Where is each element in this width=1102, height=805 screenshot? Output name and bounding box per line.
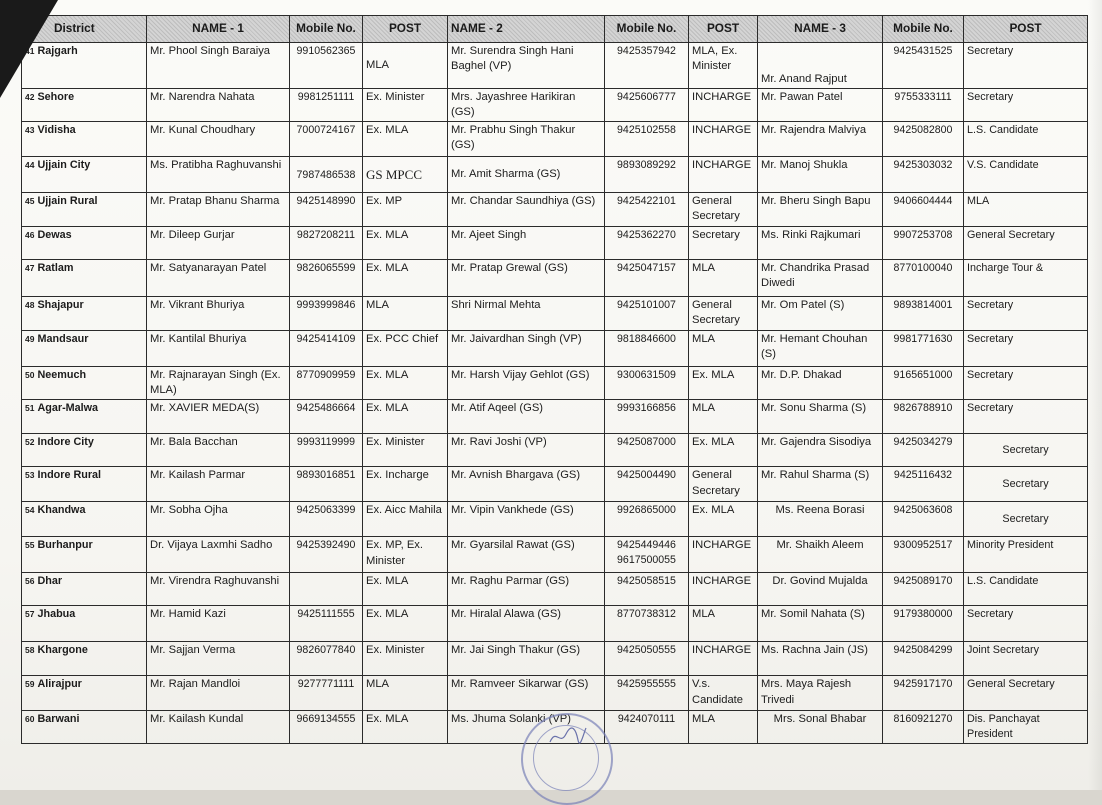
- serial-number: 54: [25, 505, 35, 516]
- table-row: [22, 367, 1088, 400]
- name-2-cell: Mr. Gyarsilal Rawat (GS): [448, 537, 605, 573]
- district-cell: [22, 606, 147, 642]
- mobile-3-cell: 9425082800: [883, 122, 964, 157]
- post-2-cell: Secretary: [689, 227, 758, 260]
- name-3-cell: Mr. Bheru Singh Bapu: [758, 193, 883, 227]
- serial-number: 59: [25, 679, 35, 690]
- mobile-1-cell: 9827208211: [290, 227, 363, 260]
- table-row: [22, 434, 1088, 467]
- paper-shadow: [1088, 0, 1102, 790]
- mobile-1-cell: 9425063399: [290, 502, 363, 537]
- name-2-cell: Mr. Ramveer Sikarwar (GS): [448, 676, 605, 711]
- post-3-cell: Joint Secretary: [964, 642, 1088, 676]
- name-3-cell: Mr. Sonu Sharma (S): [758, 400, 883, 434]
- mobile-3-cell: 9179380000: [883, 606, 964, 642]
- post-2-cell: INCHARGE: [689, 157, 758, 193]
- serial-number: 47: [25, 263, 35, 274]
- district-name: Ratlam: [37, 262, 74, 275]
- name-3-cell: Mrs. Sonal Bhabar: [758, 711, 883, 744]
- mobile-3-cell: 9425431525: [883, 43, 964, 89]
- name-3-cell: Ms. Rinki Rajkumari: [758, 227, 883, 260]
- table-body: [22, 43, 1088, 744]
- name-3-cell: Mr. Manoj Shukla: [758, 157, 883, 193]
- mobile-1-cell: 8770909959: [290, 367, 363, 400]
- mobile-2-cell: 9424070111: [605, 711, 689, 744]
- name-3-cell: Mrs. Maya Rajesh Trivedi: [758, 676, 883, 711]
- district-name: Khargone: [37, 644, 88, 657]
- post-1-cell: Ex. PCC Chief: [363, 331, 448, 367]
- post-1-cell: Ex. MLA: [363, 573, 448, 606]
- post-2-cell: Ex. MLA: [689, 502, 758, 537]
- district-cell: [22, 122, 147, 157]
- serial-number: 56: [25, 576, 35, 587]
- district-cell: [22, 157, 147, 193]
- serial-number: 48: [25, 300, 35, 311]
- district-name: Vidisha: [37, 124, 76, 137]
- name-1-cell: Mr. Pratap Bhanu Sharma: [147, 193, 290, 227]
- district-cell: [22, 367, 147, 400]
- mobile-2-cell: 9425087000: [605, 434, 689, 467]
- district-name: Rajgarh: [37, 45, 78, 57]
- name-2-cell: Mr. Harsh Vijay Gehlot (GS): [448, 367, 605, 400]
- folded-corner: [0, 0, 58, 98]
- mobile-3-cell: 9300952517: [883, 537, 964, 573]
- serial-number: 52: [25, 437, 35, 448]
- district-cell: [22, 467, 147, 502]
- table-row: [22, 89, 1088, 122]
- mobile-1-cell: 9277771111: [290, 676, 363, 711]
- post-2-cell: Ex. MLA: [689, 434, 758, 467]
- name-1-cell: Mr. Kunal Choudhary: [147, 122, 290, 157]
- header-post-3: POST: [964, 16, 1088, 43]
- post-3-cell: Secretary: [964, 89, 1088, 122]
- header-post-1: POST: [363, 16, 448, 43]
- name-3-cell: Mr. D.P. Dhakad: [758, 367, 883, 400]
- mobile-1-cell: 9993119999: [290, 434, 363, 467]
- district-incharge-table: [21, 15, 1088, 744]
- mobile-1-cell: 9425111555: [290, 606, 363, 642]
- post-2-cell: MLA, Ex. Minister: [689, 43, 758, 89]
- district-name: Sehore: [37, 91, 75, 103]
- table-row: [22, 43, 1088, 89]
- header-name-2: NAME - 2: [448, 16, 605, 43]
- district-cell: [22, 434, 147, 467]
- table-row: [22, 676, 1088, 711]
- header-district: District: [22, 16, 147, 43]
- district-name: Mandsaur: [37, 333, 89, 346]
- post-3-cell: Secretary: [964, 43, 1088, 89]
- post-3-cell: General Secretary: [964, 676, 1088, 711]
- post-2-cell: General Secretary: [689, 297, 758, 331]
- mobile-1-cell: 9826065599: [290, 260, 363, 297]
- mobile-2-cell: 9425449446 9617500055: [605, 537, 689, 573]
- name-2-cell: Mr. Amit Sharma (GS): [448, 157, 605, 193]
- mobile-3-cell: 9406604444: [883, 193, 964, 227]
- name-2-cell: Ms. Jhuma Solanki (VP): [448, 711, 605, 744]
- mobile-2-cell: 9926865000: [605, 502, 689, 537]
- district-cell: [22, 193, 147, 227]
- mobile-1-cell: 9981251111: [290, 89, 363, 122]
- table-row: [22, 260, 1088, 297]
- mobile-1-cell: 7987486538: [290, 157, 363, 193]
- name-2-cell: Mr. Hiralal Alawa (GS): [448, 606, 605, 642]
- post-2-cell: MLA: [689, 400, 758, 434]
- district-name: Ujjain City: [37, 159, 91, 172]
- mobile-2-cell: 9425058515: [605, 573, 689, 606]
- mobile-1-cell: 9910562365: [290, 43, 363, 89]
- post-3-cell: Secretary: [964, 502, 1088, 537]
- post-2-cell: MLA: [689, 606, 758, 642]
- name-2-cell: Mr. Raghu Parmar (GS): [448, 573, 605, 606]
- post-3-cell: Secretary: [964, 606, 1088, 642]
- name-1-cell: Dr. Vijaya Laxmhi Sadho: [147, 537, 290, 573]
- post-3-cell: Minority President: [964, 537, 1088, 573]
- serial-number: 45: [25, 196, 35, 207]
- post-2-cell: General Secretary: [689, 193, 758, 227]
- table-row: [22, 642, 1088, 676]
- table-row: [22, 157, 1088, 193]
- serial-number: 57: [25, 609, 35, 620]
- mobile-1-cell: 7000724167: [290, 122, 363, 157]
- name-2-cell: Mr. Atif Aqeel (GS): [448, 400, 605, 434]
- post-1-cell: Ex. MLA: [363, 606, 448, 642]
- post-1-cell: MLA: [363, 297, 448, 331]
- name-3-cell: Mr. Chandrika Prasad Diwedi: [758, 260, 883, 297]
- serial-number: 43: [25, 125, 35, 136]
- post-2-cell: INCHARGE: [689, 537, 758, 573]
- post-2-cell: INCHARGE: [689, 573, 758, 606]
- name-2-cell: Mr. Prabhu Singh Thakur (GS): [448, 122, 605, 157]
- mobile-2-cell: 9425047157: [605, 260, 689, 297]
- name-2-cell: Mr. Chandar Saundhiya (GS): [448, 193, 605, 227]
- header-mobile-3: Mobile No.: [883, 16, 964, 43]
- mobile-2-cell: 9425050555: [605, 642, 689, 676]
- mobile-3-cell: 9425084299: [883, 642, 964, 676]
- post-1-cell: Ex. MLA: [363, 400, 448, 434]
- mobile-2-cell: 9425362270: [605, 227, 689, 260]
- post-1-cell: Ex. Incharge: [363, 467, 448, 502]
- district-cell: [22, 573, 147, 606]
- post-2-cell: V.s. Candidate: [689, 676, 758, 711]
- table-row: [22, 467, 1088, 502]
- post-2-cell: MLA: [689, 711, 758, 744]
- post-2-cell: INCHARGE: [689, 89, 758, 122]
- table-row: [22, 400, 1088, 434]
- name-1-cell: Mr. Kailash Parmar: [147, 467, 290, 502]
- name-1-cell: Mr. Satyanarayan Patel: [147, 260, 290, 297]
- name-3-cell: Mr. Anand Rajput: [758, 43, 883, 89]
- header-name-3: NAME - 3: [758, 16, 883, 43]
- post-3-cell: L.S. Candidate: [964, 573, 1088, 606]
- name-3-cell: Mr. Rajendra Malviya: [758, 122, 883, 157]
- serial-number: 53: [25, 470, 35, 481]
- post-2-cell: INCHARGE: [689, 122, 758, 157]
- name-3-cell: Mr. Hemant Chouhan (S): [758, 331, 883, 367]
- mobile-1-cell: 9425414109: [290, 331, 363, 367]
- mobile-2-cell: 8770738312: [605, 606, 689, 642]
- name-1-cell: Mr. Dileep Gurjar: [147, 227, 290, 260]
- district-cell: [22, 642, 147, 676]
- serial-number: 49: [25, 334, 35, 345]
- post-1-cell: Ex. MLA: [363, 260, 448, 297]
- mobile-2-cell: 9425606777: [605, 89, 689, 122]
- name-1-cell: Mr. Narendra Nahata: [147, 89, 290, 122]
- mobile-1-cell: 9425392490: [290, 537, 363, 573]
- district-name: Neemuch: [37, 369, 87, 382]
- district-name: Indore City: [37, 436, 94, 449]
- mobile-1-cell: 9893016851: [290, 467, 363, 502]
- table-row: [22, 573, 1088, 606]
- name-1-cell: Ms. Pratibha Raghuvanshi: [147, 157, 290, 193]
- post-3-cell: General Secretary: [964, 227, 1088, 260]
- mobile-3-cell: 9425917170: [883, 676, 964, 711]
- district-cell: [22, 227, 147, 260]
- name-1-cell: Mr. Sobha Ojha: [147, 502, 290, 537]
- mobile-3-cell: 9425034279: [883, 434, 964, 467]
- name-2-cell: Mr. Pratap Grewal (GS): [448, 260, 605, 297]
- serial-number: 60: [25, 714, 35, 725]
- name-1-cell: Mr. Hamid Kazi: [147, 606, 290, 642]
- name-2-cell: Mr. Ajeet Singh: [448, 227, 605, 260]
- district-name: Indore Rural: [37, 469, 102, 482]
- header-mobile-2: Mobile No.: [605, 16, 689, 43]
- mobile-2-cell: 9993166856: [605, 400, 689, 434]
- name-2-cell: Mr. Avnish Bhargava (GS): [448, 467, 605, 502]
- district-cell: [22, 711, 147, 744]
- post-3-cell: V.S. Candidate: [964, 157, 1088, 193]
- name-3-cell: Ms. Reena Borasi: [758, 502, 883, 537]
- name-1-cell: Mr. Vikrant Bhuriya: [147, 297, 290, 331]
- post-3-cell: Secretary: [964, 467, 1088, 502]
- post-1-cell: GS MPCC: [363, 157, 448, 193]
- name-3-cell: Mr. Om Patel (S): [758, 297, 883, 331]
- name-2-cell: Mr. Jai Singh Thakur (GS): [448, 642, 605, 676]
- name-3-cell: Mr. Pawan Patel: [758, 89, 883, 122]
- post-1-cell: MLA: [363, 43, 448, 89]
- district-cell: [22, 676, 147, 711]
- name-2-cell: Mr. Jaivardhan Singh (VP): [448, 331, 605, 367]
- name-2-cell: Shri Nirmal Mehta: [448, 297, 605, 331]
- table-row: [22, 297, 1088, 331]
- post-1-cell: Ex. MP, Ex. Minister: [363, 537, 448, 573]
- mobile-2-cell: 9425422101: [605, 193, 689, 227]
- post-1-cell: Ex. MLA: [363, 711, 448, 744]
- post-3-cell: MLA: [964, 193, 1088, 227]
- district-name: Khandwa: [37, 504, 86, 517]
- post-1-cell: Ex. Aicc Mahila: [363, 502, 448, 537]
- post-2-cell: MLA: [689, 331, 758, 367]
- name-1-cell: Mr. Sajjan Verma: [147, 642, 290, 676]
- mobile-1-cell: 9425486664: [290, 400, 363, 434]
- post-1-cell: Ex. MLA: [363, 367, 448, 400]
- header-mobile-1: Mobile No.: [290, 16, 363, 43]
- mobile-3-cell: 9907253708: [883, 227, 964, 260]
- mobile-3-cell: 8160921270: [883, 711, 964, 744]
- name-1-cell: Mr. Rajnarayan Singh (Ex. MLA): [147, 367, 290, 400]
- mobile-2-cell: 9425101007: [605, 297, 689, 331]
- name-3-cell: Mr. Gajendra Sisodiya: [758, 434, 883, 467]
- serial-number: 55: [25, 540, 35, 551]
- mobile-1-cell: 9669134555: [290, 711, 363, 744]
- post-3-cell: Incharge Tour &: [964, 260, 1088, 297]
- post-2-cell: Ex. MLA: [689, 367, 758, 400]
- name-2-cell: Mr. Surendra Singh Hani Baghel (VP): [448, 43, 605, 89]
- district-name: Jhabua: [37, 608, 76, 621]
- district-cell: [22, 537, 147, 573]
- mobile-1-cell: 9425148990: [290, 193, 363, 227]
- post-1-cell: Ex. MLA: [363, 227, 448, 260]
- table-row: [22, 537, 1088, 573]
- post-3-cell: L.S. Candidate: [964, 122, 1088, 157]
- post-3-cell: Secretary: [964, 331, 1088, 367]
- mobile-3-cell: 9425089170: [883, 573, 964, 606]
- mobile-2-cell: 9893089292: [605, 157, 689, 193]
- district-name: Dewas: [37, 229, 72, 242]
- mobile-3-cell: 9425303032: [883, 157, 964, 193]
- header-post-2: POST: [689, 16, 758, 43]
- mobile-2-cell: 9300631509: [605, 367, 689, 400]
- district-name: Shajapur: [37, 299, 84, 312]
- name-3-cell: Mr. Somil Nahata (S): [758, 606, 883, 642]
- district-cell: [22, 297, 147, 331]
- post-1-cell: Ex. MLA: [363, 122, 448, 157]
- mobile-3-cell: 9981771630: [883, 331, 964, 367]
- table-row: [22, 502, 1088, 537]
- post-1-cell: MLA: [363, 676, 448, 711]
- district-name: Burhanpur: [37, 539, 93, 552]
- post-1-cell: Ex. Minister: [363, 89, 448, 122]
- mobile-3-cell: 9893814001: [883, 297, 964, 331]
- name-1-cell: Mr. Bala Bacchan: [147, 434, 290, 467]
- mobile-3-cell: 9826788910: [883, 400, 964, 434]
- mobile-2-cell: 9425955555: [605, 676, 689, 711]
- name-1-cell: Mr. Phool Singh Baraiya: [147, 43, 290, 89]
- name-1-cell: Mr. Kantilal Bhuriya: [147, 331, 290, 367]
- serial-number: 41: [25, 46, 35, 56]
- mobile-2-cell: 9818846600: [605, 331, 689, 367]
- district-cell: [22, 331, 147, 367]
- name-2-cell: Mr. Ravi Joshi (VP): [448, 434, 605, 467]
- serial-number: 58: [25, 645, 35, 656]
- mobile-2-cell: 9425102558: [605, 122, 689, 157]
- mobile-3-cell: 9425116432: [883, 467, 964, 502]
- name-2-cell: Mrs. Jayashree Harikiran (GS): [448, 89, 605, 122]
- mobile-3-cell: 9165651000: [883, 367, 964, 400]
- mobile-3-cell: 8770100040: [883, 260, 964, 297]
- district-cell: [22, 502, 147, 537]
- post-1-cell: Ex. MP: [363, 193, 448, 227]
- post-3-cell: Dis. Panchayat President: [964, 711, 1088, 744]
- post-3-cell: Secretary: [964, 434, 1088, 467]
- name-3-cell: Mr. Rahul Sharma (S): [758, 467, 883, 502]
- serial-number: 42: [25, 92, 35, 102]
- name-3-cell: Ms. Rachna Jain (JS): [758, 642, 883, 676]
- mobile-2-cell: 9425004490: [605, 467, 689, 502]
- name-3-cell: Dr. Govind Mujalda: [758, 573, 883, 606]
- district-name: Agar-Malwa: [37, 402, 99, 415]
- header-row: [22, 16, 1088, 43]
- signature-scribble: [548, 724, 588, 748]
- post-3-cell: Secretary: [964, 367, 1088, 400]
- table-row: [22, 193, 1088, 227]
- post-1-cell: Ex. Minister: [363, 642, 448, 676]
- mobile-3-cell: 9425063608: [883, 502, 964, 537]
- district-name: Dhar: [37, 575, 63, 588]
- table-row: [22, 331, 1088, 367]
- table-row: [22, 606, 1088, 642]
- post-2-cell: General Secretary: [689, 467, 758, 502]
- district-cell: [22, 400, 147, 434]
- post-1-cell: Ex. Minister: [363, 434, 448, 467]
- district-cell: [22, 260, 147, 297]
- post-3-cell: Secretary: [964, 400, 1088, 434]
- mobile-1-cell: 9993999846: [290, 297, 363, 331]
- mobile-1-cell: 9826077840: [290, 642, 363, 676]
- serial-number: 50: [25, 370, 35, 381]
- post-2-cell: MLA: [689, 260, 758, 297]
- mobile-1-cell: [290, 573, 363, 606]
- name-1-cell: Mr. XAVIER MEDA(S): [147, 400, 290, 434]
- serial-number: 44: [25, 160, 35, 171]
- name-2-cell: Mr. Vipin Vankhede (GS): [448, 502, 605, 537]
- header-name-1: NAME - 1: [147, 16, 290, 43]
- post-3-cell: Secretary: [964, 297, 1088, 331]
- name-1-cell: Mr. Kailash Kundal: [147, 711, 290, 744]
- district-name: Ujjain Rural: [37, 195, 98, 208]
- mobile-3-cell: 9755333111: [883, 89, 964, 122]
- name-1-cell: Mr. Virendra Raghuvanshi: [147, 573, 290, 606]
- post-2-cell: INCHARGE: [689, 642, 758, 676]
- mobile-2-cell: 9425357942: [605, 43, 689, 89]
- name-1-cell: Mr. Rajan Mandloi: [147, 676, 290, 711]
- district-name: Barwani: [37, 713, 80, 726]
- name-3-cell: Mr. Shaikh Aleem: [758, 537, 883, 573]
- district-name: Alirajpur: [37, 678, 82, 691]
- serial-number: 46: [25, 230, 35, 241]
- serial-number: 51: [25, 403, 35, 414]
- table-row: [22, 227, 1088, 260]
- table-row: [22, 122, 1088, 157]
